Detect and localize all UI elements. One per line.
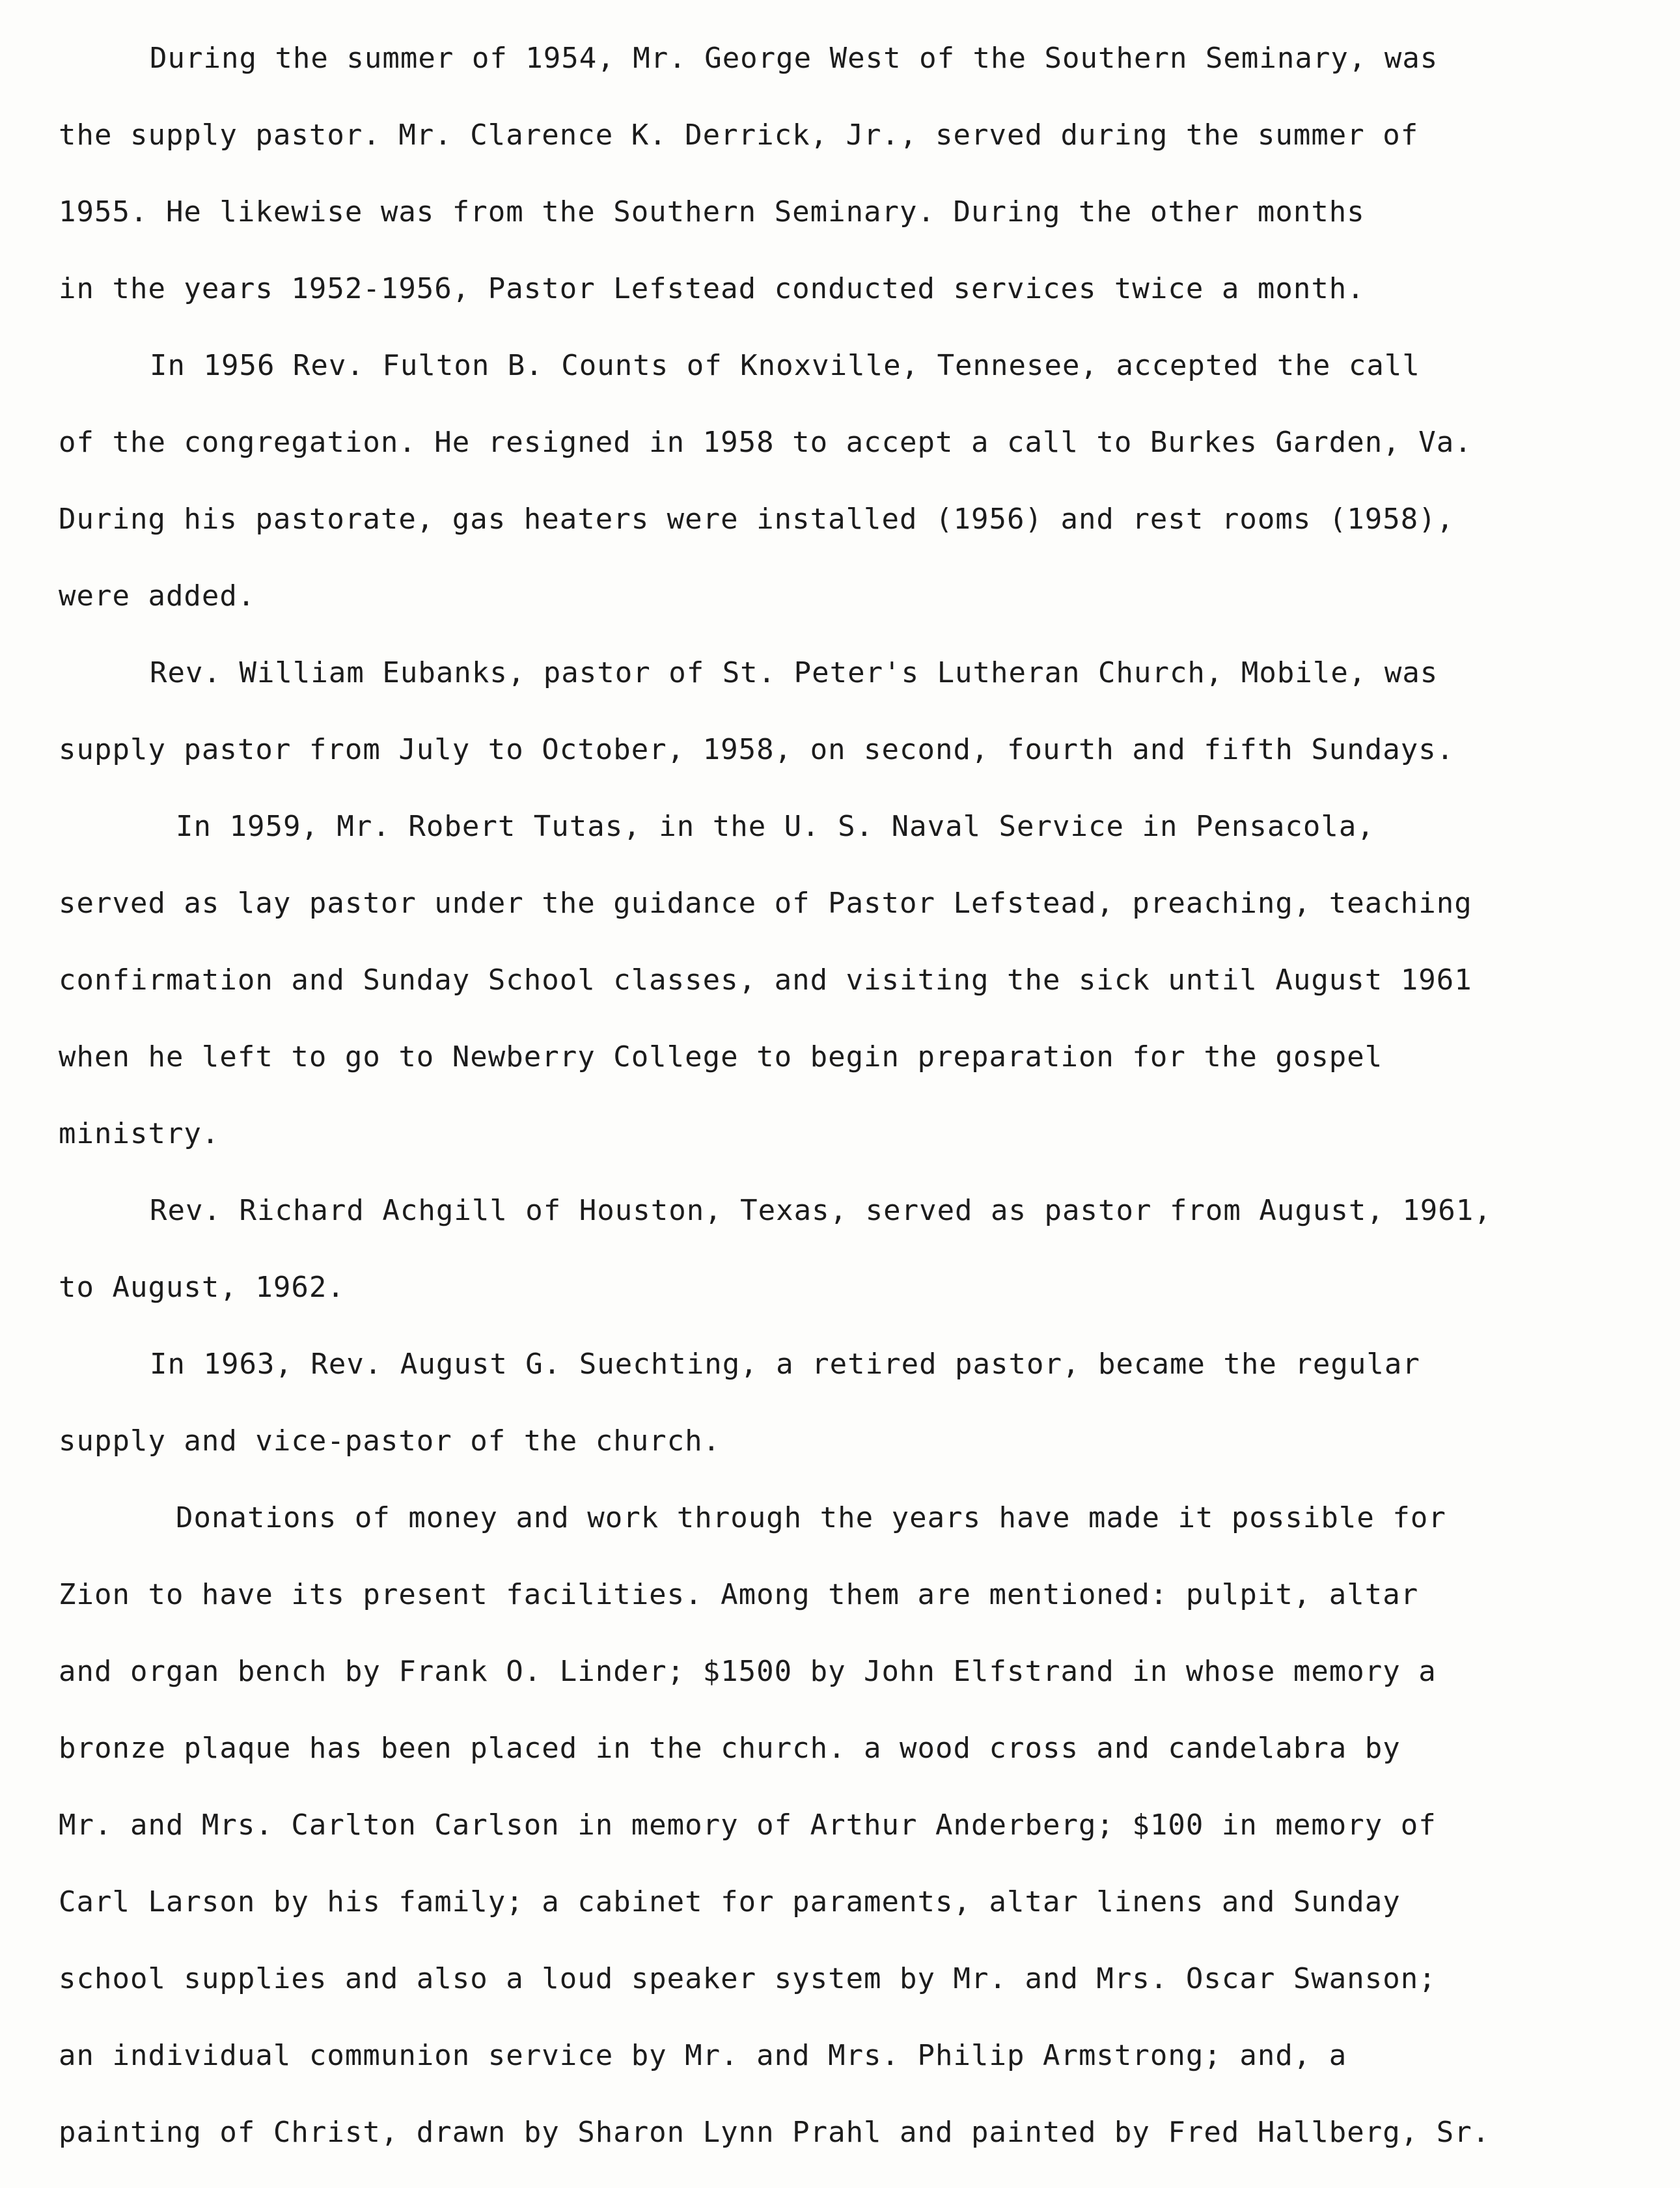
text-line: bronze plaque has been placed in the church. a wood cross and candelabra by bbox=[59, 1732, 1401, 1765]
text-line: Donations of money and work through the years have made it possible for bbox=[176, 1501, 1446, 1534]
text-line: the supply pastor. Mr. Clarence K. Derrick, Jr., served during the summer of bbox=[59, 118, 1419, 152]
text-line: ministry. bbox=[59, 1117, 220, 1150]
text-line: During the summer of 1954, Mr. George West of the Southern Seminary, was bbox=[150, 42, 1439, 75]
text-line: to August, 1962. bbox=[59, 1271, 345, 1304]
text-line: were added. bbox=[59, 579, 256, 613]
text-line: In 1956 Rev. Fulton B. Counts of Knoxville, Tennesee, accepted the call bbox=[150, 349, 1420, 382]
text-line: During his pastorate, gas heaters were installed (1956) and rest rooms (1958), bbox=[59, 503, 1455, 536]
text-line: In 1959, Mr. Robert Tutas, in the U. S. Naval Service in Pensacola, bbox=[176, 810, 1375, 843]
text-line: served as lay pastor under the guidance of Pastor Lefstead, preaching, teaching bbox=[59, 887, 1472, 920]
text-line: 1955. He likewise was from the Southern Seminary. During the other months bbox=[59, 195, 1365, 228]
text-line: painting of Christ, drawn by Sharon Lynn Prahl and painted by Fred Hallberg, Sr. bbox=[59, 2116, 1491, 2149]
text-line: of the congregation. He resigned in 1958 to accept a call to Burkes Garden, Va. bbox=[59, 426, 1472, 459]
text-line: supply pastor from July to October, 1958, on second, fourth and fifth Sundays. bbox=[59, 733, 1455, 766]
text-line: Rev. Richard Achgill of Houston, Texas, served as pastor from August, 1961, bbox=[150, 1194, 1492, 1227]
text-line: in the years 1952-1956, Pastor Lefstead conducted services twice a month. bbox=[59, 272, 1365, 305]
text-line: supply and vice-pastor of the church. bbox=[59, 1424, 721, 1458]
text-line: school supplies and also a loud speaker system by Mr. and Mrs. Oscar Swanson; bbox=[59, 1962, 1437, 1995]
text-line: an individual communion service by Mr. and Mrs. Philip Armstrong; and, a bbox=[59, 2039, 1347, 2072]
text-line: when he left to go to Newberry College to begin preparation for the gospel bbox=[59, 1040, 1383, 1073]
text-line: Mr. and Mrs. Carlton Carlson in memory of Arthur Anderberg; $100 in memory of bbox=[59, 1808, 1437, 1842]
text-line: Rev. William Eubanks, pastor of St. Peter's Lutheran Church, Mobile, was bbox=[150, 656, 1439, 689]
text-line: Zion to have its present facilities. Among them are mentioned: pulpit, altar bbox=[59, 1578, 1419, 1611]
text-line: Carl Larson by his family; a cabinet for paraments, altar linens and Sunday bbox=[59, 1885, 1401, 1918]
text-line: and organ bench by Frank O. Linder; $1500 by John Elfstrand in whose memory a bbox=[59, 1655, 1437, 1688]
text-line: In 1963, Rev. August G. Suechting, a retired pastor, became the regular bbox=[150, 1348, 1420, 1381]
text-line: confirmation and Sunday School classes, and visiting the sick until August 1961 bbox=[59, 963, 1472, 997]
